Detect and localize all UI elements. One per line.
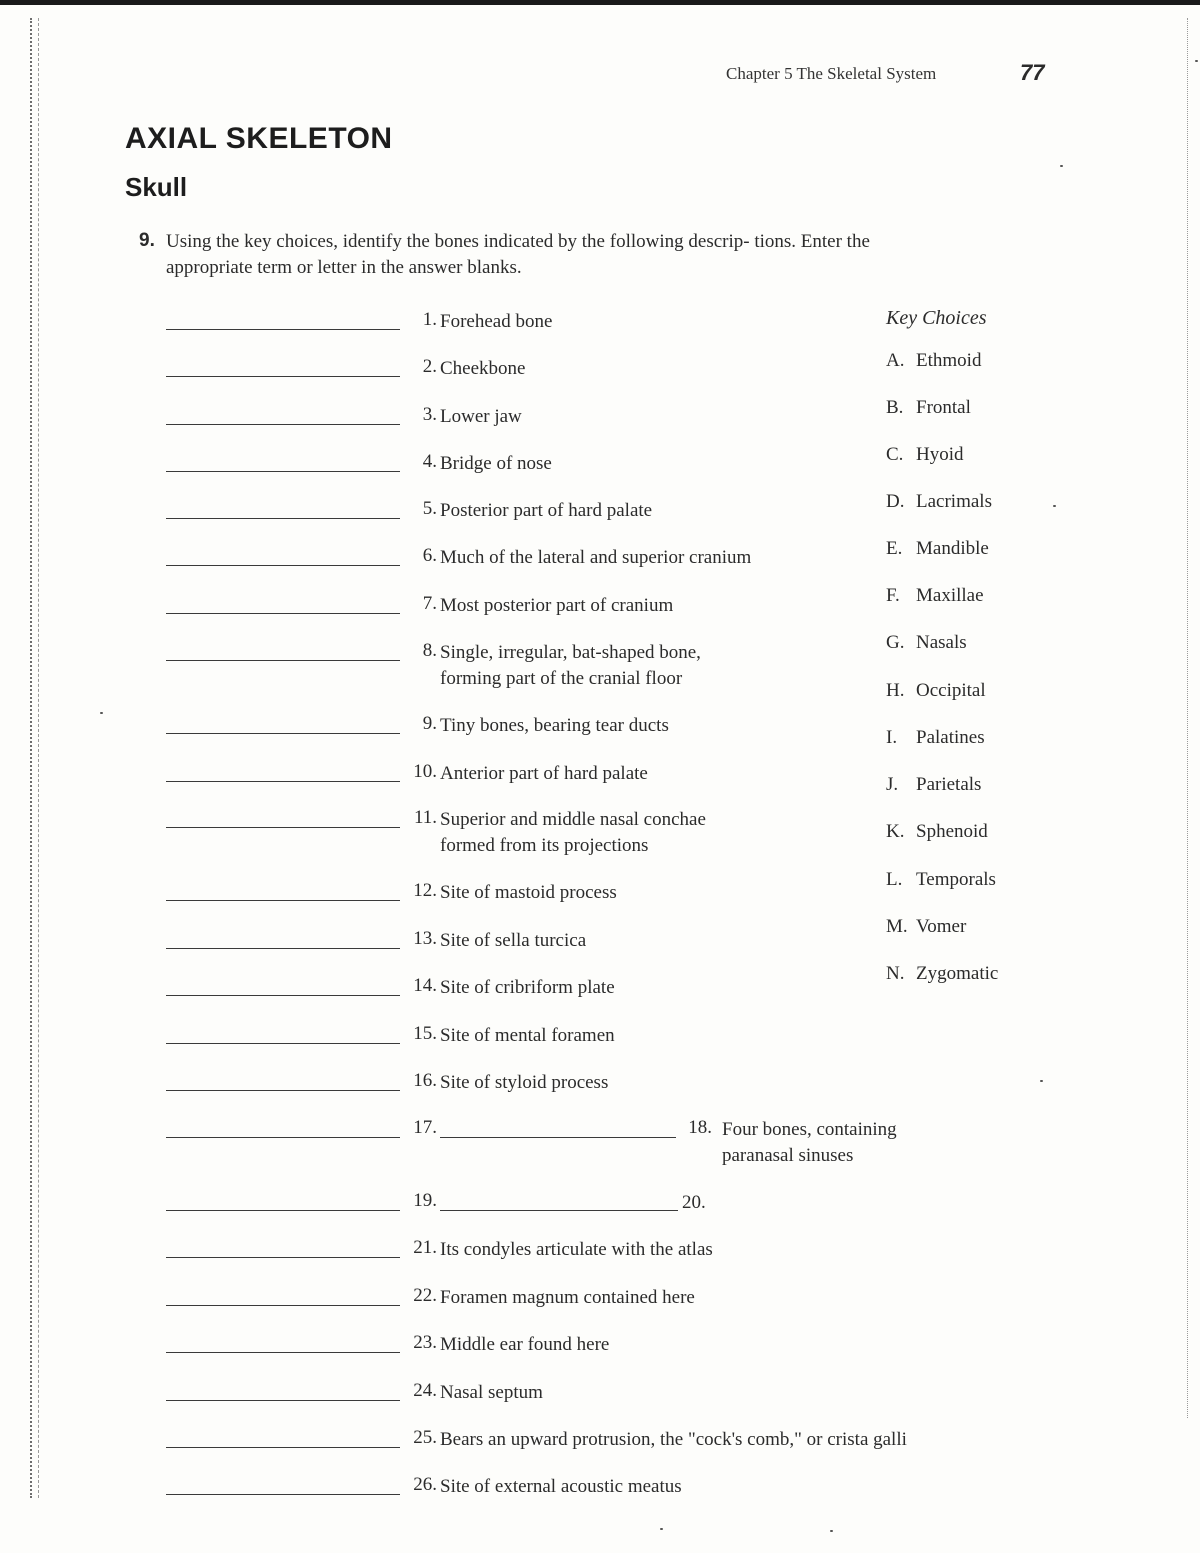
answer-blank-second[interactable] [440, 1113, 676, 1138]
key-choice: M. Vomer [886, 916, 967, 937]
key-choice: F. Maxillae [886, 585, 984, 606]
scan-speck [1040, 1080, 1043, 1082]
key-choice: N. Zygomatic [886, 963, 999, 984]
item-number: 7. [422, 593, 437, 614]
item-number: 13. [413, 928, 437, 949]
item-number: 12. [413, 880, 437, 901]
scan-top-edge [0, 0, 1200, 5]
answer-blank-second[interactable] [440, 1186, 678, 1211]
answer-blank[interactable] [166, 541, 400, 566]
answer-blank[interactable] [166, 876, 400, 901]
item-number: 6. [422, 545, 437, 566]
item-description: Much of the lateral and superior cranium [440, 547, 752, 568]
subsection-title: Skull [125, 172, 188, 202]
key-choice: I. Palatines [886, 727, 985, 748]
item-description: Middle ear found here [440, 1334, 610, 1355]
item-number: 14. [413, 975, 437, 996]
item-number: 9. [422, 713, 437, 734]
item-number: 1. [422, 309, 437, 330]
item-number: 15. [413, 1023, 437, 1044]
list-item [0, 1113, 1000, 1169]
item-description-line2: paranasal sinuses [722, 1145, 854, 1166]
item-number: 8. [422, 640, 437, 661]
item-number: 4. [422, 451, 437, 472]
page-number: 77 [1020, 60, 1045, 85]
item-number: 5. [422, 498, 437, 519]
item-description: Most posterior part of cranium [440, 595, 674, 616]
item-number: 17. [413, 1117, 437, 1138]
binding-edge-left [30, 18, 48, 1498]
item-description: Site of cribriform plate [440, 977, 615, 998]
item-description: Bears an upward protrusion, the "cock's comb," or crista galli [440, 1429, 907, 1450]
item-description: Site of styloid process [440, 1072, 609, 1093]
answer-blank[interactable] [166, 709, 400, 734]
answer-blank[interactable] [166, 1113, 400, 1138]
item-description: Its condyles articulate with the atlas [440, 1239, 713, 1260]
item-description: Nasal septum [440, 1382, 543, 1403]
item-description-line2: formed from its projections [440, 835, 649, 856]
item-description: Anterior part of hard palate [440, 763, 648, 784]
key-choice: H. Occipital [886, 680, 986, 701]
answer-blank[interactable] [166, 757, 400, 782]
scan-speck [830, 1530, 833, 1532]
scan-speck [1195, 60, 1198, 62]
answer-blank[interactable] [166, 1470, 400, 1495]
scan-speck [660, 1528, 663, 1530]
key-choice: E. Mandible [886, 538, 989, 559]
item-description: Superior and middle nasal conchae [440, 809, 706, 830]
answer-blank[interactable] [166, 1281, 400, 1306]
running-head: Chapter 5 The Skeletal System [726, 64, 937, 83]
answer-blank[interactable] [166, 924, 400, 949]
answer-blank[interactable] [166, 1376, 400, 1401]
item-description: Site of external acoustic meatus [440, 1476, 682, 1497]
item-description: Lower jaw [440, 406, 522, 427]
key-choice: J. Parietals [886, 774, 982, 795]
answer-blank[interactable] [166, 1066, 400, 1091]
answer-blank[interactable] [166, 1423, 400, 1448]
question-number: 9. [139, 230, 155, 251]
item-description: Site of mastoid process [440, 882, 617, 903]
item-number: 22. [413, 1285, 437, 1306]
item-description: Cheekbone [440, 358, 526, 379]
item-description: Foramen magnum contained here [440, 1287, 695, 1308]
item-number: 10. [413, 761, 437, 782]
binding-edge-right [1187, 18, 1192, 1418]
item-description: Tiny bones, bearing tear ducts [440, 715, 669, 736]
question-instructions: Using the key choices, identify the bones indicated by the following descrip- tions. Enter the appropriate term or letter in the answer blanks. [166, 231, 870, 278]
answer-blank[interactable] [166, 1186, 400, 1211]
scan-speck [1060, 165, 1063, 167]
item-number: 2. [422, 356, 437, 377]
item-number: 21. [413, 1237, 437, 1258]
answer-blank[interactable] [166, 305, 400, 330]
answer-blank[interactable] [166, 447, 400, 472]
list-item [0, 1186, 800, 1216]
item-number: 19. [413, 1190, 437, 1211]
item-number-second: 18. [688, 1117, 712, 1138]
item-number: 11. [413, 807, 437, 828]
item-description: Forehead bone [440, 311, 553, 332]
key-choice: K. Sphenoid [886, 821, 988, 842]
item-number: 26. [413, 1474, 437, 1495]
answer-blank[interactable] [166, 971, 400, 996]
item-description: Bridge of nose [440, 453, 552, 474]
answer-blank[interactable] [166, 1328, 400, 1353]
item-description: Site of sella turcica [440, 930, 587, 951]
item-number: 25. [413, 1427, 437, 1448]
scan-speck [100, 712, 103, 714]
answer-blank[interactable] [166, 1019, 400, 1044]
key-choice: B. Frontal [886, 397, 971, 418]
answer-blank[interactable] [166, 589, 400, 614]
answer-blank[interactable] [166, 494, 400, 519]
item-description-line2: forming part of the cranial floor [440, 668, 683, 689]
item-number: 24. [413, 1380, 437, 1401]
key-choice: L. Temporals [886, 869, 996, 890]
item-number: 23. [413, 1332, 437, 1353]
answer-blank[interactable] [166, 1233, 400, 1258]
item-number: 16. [413, 1070, 437, 1091]
scan-speck [1053, 505, 1056, 507]
key-choice: D. Lacrimals [886, 491, 992, 512]
key-choice: G. Nasals [886, 632, 967, 653]
key-choice: A. Ethmoid [886, 350, 982, 371]
item-description: Four bones, containing [722, 1119, 897, 1140]
item-description: Posterior part of hard palate [440, 500, 653, 521]
key-choices-title: Key Choices [886, 307, 987, 329]
answer-blank[interactable] [166, 803, 400, 828]
answer-blank[interactable] [166, 352, 400, 377]
answer-blank[interactable] [166, 636, 400, 661]
section-title: AXIAL SKELETON [125, 122, 393, 155]
item-description: Single, irregular, bat-shaped bone, [440, 642, 701, 663]
answer-blank[interactable] [166, 400, 400, 425]
key-choice: C. Hyoid [886, 444, 964, 465]
item-number-second: 20. [682, 1192, 706, 1213]
item-description: Site of mental foramen [440, 1025, 615, 1046]
item-number: 3. [422, 404, 437, 425]
